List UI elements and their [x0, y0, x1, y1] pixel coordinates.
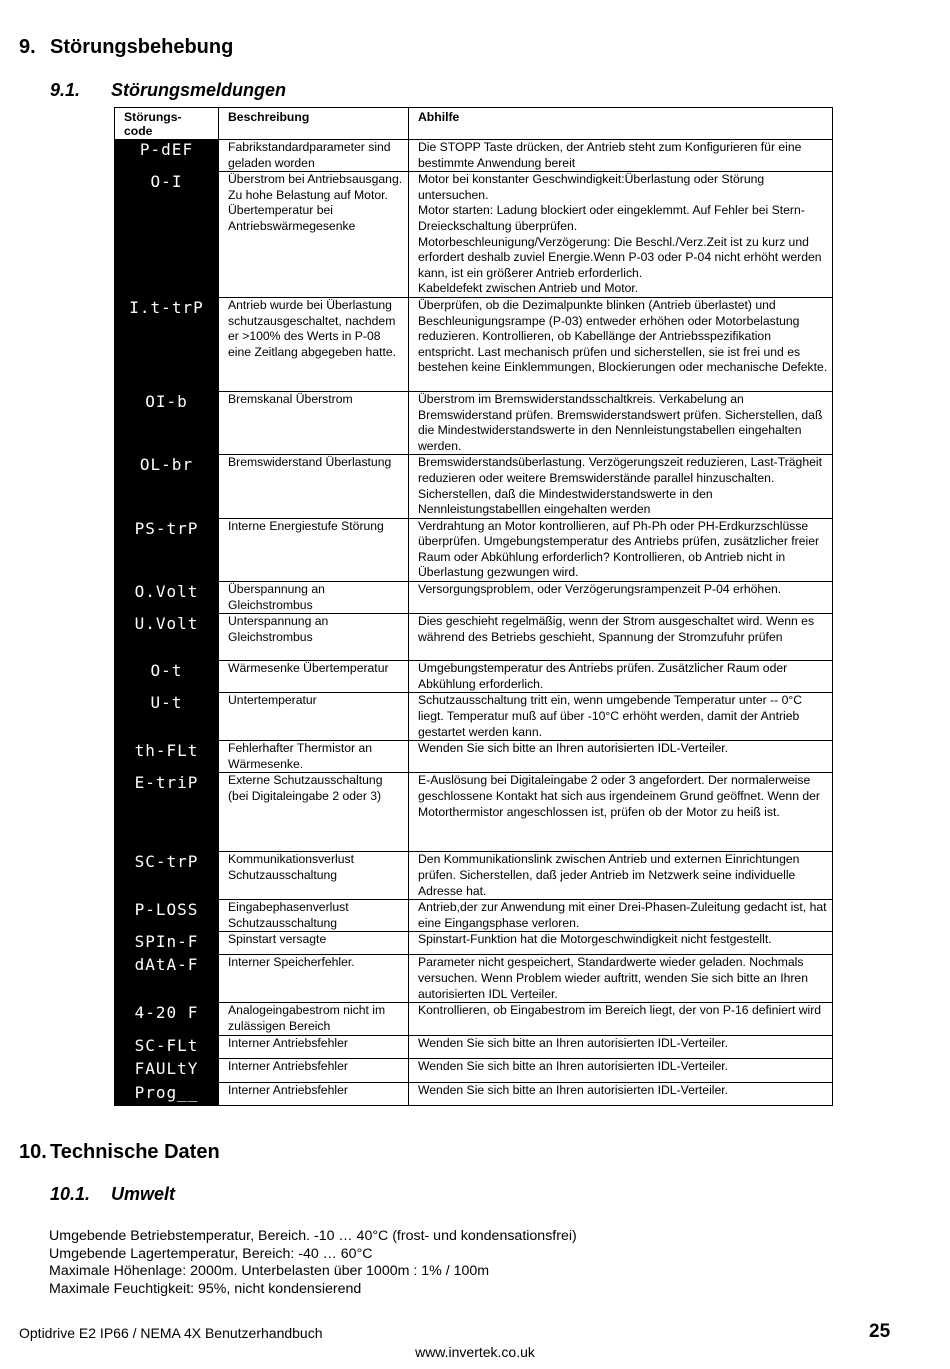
table-row — [115, 614, 833, 661]
fault-description: Überstrom bei Antriebsausgang. Zu hohe Belastung auf Motor. Übertemperatur bei Antriebswärmegesenke — [219, 172, 409, 298]
header-fault-code: Störungs- code — [115, 108, 219, 140]
fault-remedy: Überprüfen, ob die Dezimalpunkte blinken (Antrieb überlastet) und Beschleunigungsrampe (P-03) entweder erhöhen oder Motorbelastung reduzieren. Kontrollieren, ob Kabellänge der Antriebsspezifikation entspricht. Last mechanisch prüfen und sicherstellen, sie ist frei und es bestehen keine Einklemmungen, Blockierungen oder mechanische Defekte. — [409, 297, 833, 391]
fault-remedy: Motor bei konstanter Geschwindigkeit:Überlastung oder Störung untersuchen. Motor starten: Ladung blockiert oder eingeklemmt. Auf Fehler bei Stern-Dreieckschaltung überprüfen. Motorbeschleunigung/Verzögerung: Die Beschl./Verz.Zeit ist zu kurz und erfordert deshalb zuviel Energie.Wenn P-03 oder P-04 nicht erhöht werden kann, ist ein größerer Antrieb erforderlich. Kabeldefekt zwischen Antrieb und Motor. — [409, 172, 833, 298]
fault-remedy: Wenden Sie sich bitte an Ihren autorisierten IDL-Verteiler. — [409, 1035, 833, 1058]
table-row — [115, 693, 833, 741]
fault-code: OL-br — [115, 455, 219, 518]
fault-code: SC-FLt — [115, 1035, 219, 1058]
fault-code: FAULtY — [115, 1058, 219, 1082]
fault-description: Interner Antriebsfehler — [219, 1082, 409, 1105]
fault-remedy: Dies geschieht regelmäßig, wenn der Strom ausgeschaltet wird. Wenn es während des Betriebs geschieht, Spannung der Stromzufuhr prüfen — [409, 614, 833, 661]
fault-description: Interner Antriebsfehler — [219, 1035, 409, 1058]
table-row — [115, 1082, 833, 1105]
fault-code: E-triP — [115, 773, 219, 852]
fault-code: 4-20 F — [115, 1003, 219, 1035]
fault-description: Überspannung an Gleichstrombus — [219, 582, 409, 614]
fault-remedy: Den Kommunikationslink zwischen Antrieb und externen Einrichtungen prüfen. Sicherstellen, daß jeder Antrieb im Netzwerk seine individuelle Adresse hat. — [409, 852, 833, 900]
fault-code: O-t — [115, 661, 219, 693]
table-row — [115, 172, 833, 298]
section-10-1-heading: 10.1. Umwelt — [50, 1184, 176, 1204]
section-9-heading: 9. Störungsbehebung — [19, 36, 234, 58]
fault-rows — [115, 140, 833, 1106]
section-9-1-heading: 9.1. Störungsmeldungen — [50, 80, 286, 100]
fault-code: dAtA-F — [115, 955, 219, 1003]
table-row — [115, 140, 833, 172]
table-row — [115, 852, 833, 900]
fault-description: Wärmesenke Übertemperatur — [219, 661, 409, 693]
fault-remedy: Antrieb,der zur Anwendung mit einer Drei-Phasen-Zuleitung gedacht ist, hat eine Eingangsphase verloren. — [409, 900, 833, 932]
table-row — [115, 1003, 833, 1035]
section-10-heading: 10. Technische Daten — [19, 1141, 220, 1163]
fault-remedy: Wenden Sie sich bitte an Ihren autorisierten IDL-Verteiler. — [409, 1082, 833, 1105]
fault-remedy: Umgebungstemperatur des Antriebs prüfen. Zusätzlicher Raum oder Abkühlung erforderlich. — [409, 661, 833, 693]
fault-code: P-dEF — [115, 140, 219, 172]
fault-code: th-FLt — [115, 741, 219, 773]
footer-manual-title: Optidrive E2 IP66 / NEMA 4X Benutzerhandbuch — [19, 1325, 323, 1341]
fault-code: OI-b — [115, 391, 219, 454]
table-row — [115, 1035, 833, 1058]
table-row — [115, 518, 833, 581]
table-row — [115, 741, 833, 773]
fault-code: Prog__ — [115, 1082, 219, 1105]
header-remedy: Abhilfe — [409, 108, 833, 140]
fault-code: I.t-trP — [115, 297, 219, 391]
fault-code: SC-trP — [115, 852, 219, 900]
fault-description: Bremskanal Überstrom — [219, 391, 409, 454]
fault-remedy: Parameter nicht gespeichert, Standardwerte wieder geladen. Nochmals versuchen. Wenn Problem wieder auftritt, wenden Sie sich bitte an Ihren autorisierten IDL Verteiler. — [409, 955, 833, 1003]
fault-description: Antrieb wurde bei Überlastung schutzausgeschaltet, nachdem er >100% des Werts in P-08 eine Zeitlang abgegeben hatte. — [219, 297, 409, 391]
fault-code: P-LOSS — [115, 900, 219, 932]
fault-remedy: Kontrollieren, ob Eingabestrom im Bereich liegt, der von P-16 definiert wird — [409, 1003, 833, 1035]
fault-remedy: Die STOPP Taste drücken, der Antrieb steht zum Konfigurieren für eine bestimmte Anwendung bereit — [409, 140, 833, 172]
max-altitude: Maximale Höhenlage: 2000m. Unterbelasten über 1000m : 1% / 100m — [49, 1263, 490, 1279]
table-header-row — [115, 108, 833, 140]
fault-remedy: Bremswiderstandsüberlastung. Verzögerungszeit reduzieren, Last-Trägheit reduzieren oder weitere Bremswiderstände parallel hinzuschalten. Sicherstellen, daß die Mindestwiderstandswerte in den Nennleistungstabelllen eingehalten werden — [409, 455, 833, 518]
table-row — [115, 582, 833, 614]
fault-description: Eingabephasenverlust Schutzausschaltung — [219, 900, 409, 932]
fault-remedy: Wenden Sie sich bitte an Ihren autorisierten IDL-Verteiler. — [409, 1058, 833, 1082]
fault-description: Fabrikstandardparameter sind geladen worden — [219, 140, 409, 172]
fault-code: SPIn-F — [115, 932, 219, 955]
table-row — [115, 900, 833, 932]
fault-description: Interner Antriebsfehler — [219, 1058, 409, 1082]
fault-description: Spinstart versagte — [219, 932, 409, 955]
fault-code: O-I — [115, 172, 219, 298]
fault-remedy: Spinstart-Funktion hat die Motorgeschwindigkeit nicht festgestellt. — [409, 932, 833, 955]
table-row — [115, 455, 833, 518]
fault-code: U.Volt — [115, 614, 219, 661]
table-row — [115, 1058, 833, 1082]
fault-remedy: E-Auslösung bei Digitaleingabe 2 oder 3 angefordert. Der normalerweise geschlossene Kontakt hat sich aus irgendeinem Grund geöffnet. Wenn der Motorthermistor angeschlossen ist, prüfen ob der Motor zu heiß ist. — [409, 773, 833, 852]
fault-description: Untertemperatur — [219, 693, 409, 741]
environment-specs — [49, 1228, 577, 1298]
table-row — [115, 773, 833, 852]
fault-description: Fehlerhafter Thermistor an Wärmesenke. — [219, 741, 409, 773]
fault-remedy: Versorgungsproblem, oder Verzögerungsrampenzeit P-04 erhöhen. — [409, 582, 833, 614]
table-row — [115, 297, 833, 391]
table-row — [115, 661, 833, 693]
fault-code: PS-trP — [115, 518, 219, 581]
table-row — [115, 932, 833, 955]
footer-url: www.invertek.co.uk — [415, 1344, 535, 1360]
storage-temperature: Umgebende Lagertemperatur, Bereich: -40 … 60°C — [49, 1245, 373, 1262]
page-number: 25 — [869, 1321, 891, 1342]
table-row — [115, 955, 833, 1003]
fault-description: Kommunikationsverlust Schutzausschaltung — [219, 852, 409, 900]
fault-codes-table — [114, 107, 833, 1106]
fault-description: Externe Schutzausschaltung (bei Digitaleingabe 2 oder 3) — [219, 773, 409, 852]
fault-remedy: Schutzausschaltung tritt ein, wenn umgebende Temperatur unter -- 0°C liegt. Temperatur muß auf über -10°C erhöht werden, damit der Antrieb gestartet werden kann. — [409, 693, 833, 741]
fault-remedy: Wenden Sie sich bitte an Ihren autorisierten IDL-Verteiler. — [409, 741, 833, 773]
table-row — [115, 391, 833, 454]
fault-description: Unterspannung an Gleichstrombus — [219, 614, 409, 661]
fault-remedy: Überstrom im Bremswiderstandsschaltkreis. Verkabelung an Bremswiderstand prüfen. Bremswiderstandswert prüfen. Sicherstellen, daß die Mindestwiderstandswerte in den Nennleistungstabellen eingehalten werden. — [409, 391, 833, 454]
operating-temperature: Umgebende Betriebstemperatur, Bereich. -10 … 40°C (frost- und kondensationsfrei) — [49, 1228, 577, 1244]
fault-description: Interner Speicherfehler. — [219, 955, 409, 1003]
fault-remedy: Verdrahtung an Motor kontrollieren, auf Ph-Ph oder PH-Erdkurzschlüsse überprüfen. Umgebungstemperatur des Antriebs prüfen, zusätzlicher freier Raum oder Abkühlung erforderlich? Kontrollieren, ob Antrieb nicht in Überlastung gezwungen wird. — [409, 518, 833, 581]
fault-description: Bremswiderstand Überlastung — [219, 455, 409, 518]
fault-code: U-t — [115, 693, 219, 741]
fault-description: Interne Energiestufe Störung — [219, 518, 409, 581]
header-description: Beschreibung — [219, 108, 409, 140]
max-humidity: Maximale Feuchtigkeit: 95%, nicht kondensierend — [49, 1280, 362, 1297]
fault-code: O.Volt — [115, 582, 219, 614]
fault-description: Analogeingabestrom nicht im zulässigen Bereich — [219, 1003, 409, 1035]
